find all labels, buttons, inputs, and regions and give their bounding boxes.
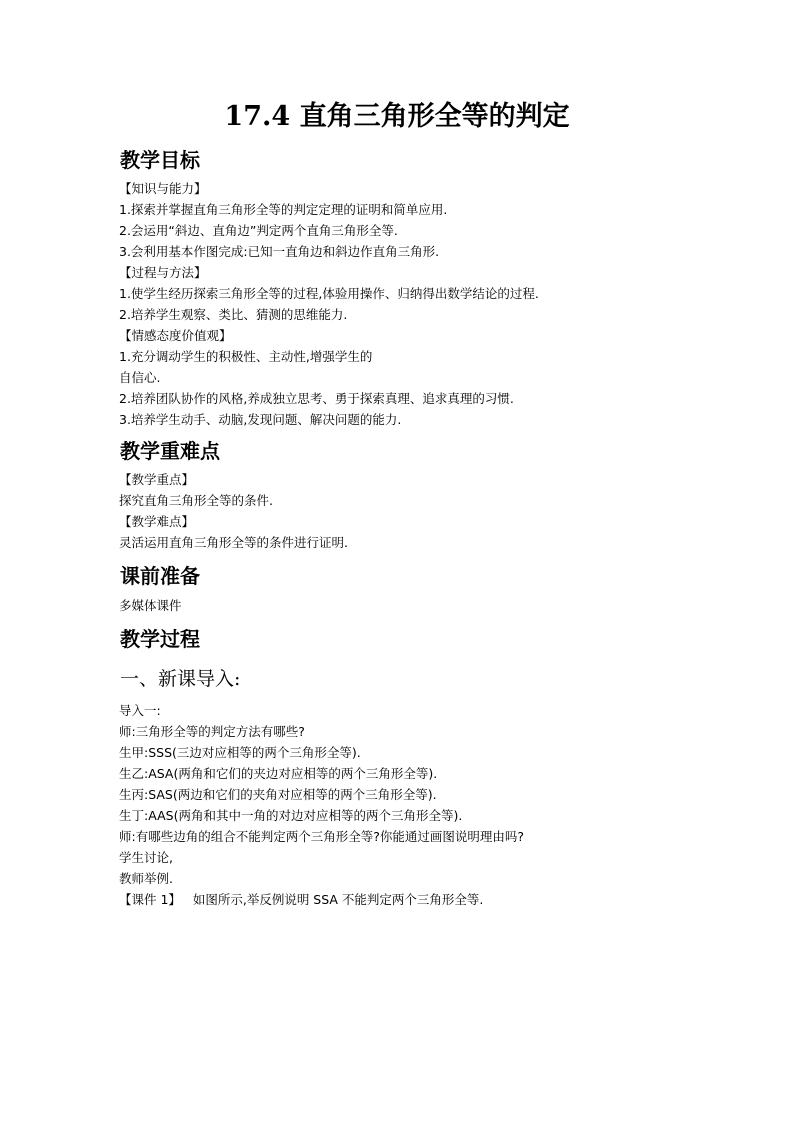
focus-label: 【教学重点】 bbox=[119, 472, 195, 487]
preparation-text: 多媒体课件 bbox=[119, 598, 182, 613]
intro-subheading: 一、新课导入: bbox=[120, 668, 241, 690]
preparation-heading: 课前准备 bbox=[120, 564, 200, 588]
attitude-item-1-cont: 自信心. bbox=[119, 370, 161, 385]
attitude-label: 【情感态度价值观】 bbox=[119, 328, 232, 343]
process-line: 师:三角形全等的判定方法有哪些? bbox=[119, 724, 305, 739]
key-points-heading: 教学重难点 bbox=[120, 439, 220, 463]
process-line: 学生讨论, bbox=[119, 850, 173, 865]
process-line: 生丁:AAS(两角和其中一角的对边对应相等的两个三角形全等). bbox=[119, 808, 463, 823]
courseware-1-line: 【课件 1】 如图所示,举反例说明 SSA 不能判定两个三角形全等. bbox=[119, 892, 484, 907]
knowledge-item-3: 3.会利用基本作图完成:已知一直角边和斜边作直角三角形. bbox=[119, 244, 440, 259]
process-line: 生甲:SSS(三边对应相等的两个三角形全等). bbox=[119, 745, 361, 760]
attitude-item-3: 3.培养学生动手、动脑,发现问题、解决问题的能力. bbox=[119, 412, 402, 427]
attitude-item-1: 1.充分调动学生的积极性、主动性,增强学生的 bbox=[119, 349, 373, 364]
difficulty-label: 【教学难点】 bbox=[119, 514, 195, 529]
process-line: 生乙:ASA(两角和它们的夹边对应相等的两个三角形全等). bbox=[119, 766, 438, 781]
process-line: 教师举例. bbox=[119, 871, 173, 886]
objectives-heading: 教学目标 bbox=[120, 148, 200, 172]
process-method-item-1: 1.使学生经历探索三角形全等的过程,体验用操作、归纳得出数学结论的过程. bbox=[119, 286, 539, 301]
focus-text: 探究直角三角形全等的条件. bbox=[119, 493, 273, 508]
process-method-label: 【过程与方法】 bbox=[119, 265, 207, 280]
difficulty-text: 灵活运用直角三角形全等的条件进行证明. bbox=[119, 535, 348, 550]
knowledge-label: 【知识与能力】 bbox=[119, 181, 207, 196]
attitude-item-2: 2.培养团队协作的风格,养成独立思考、勇于探索真理、追求真理的习惯. bbox=[119, 391, 514, 406]
process-heading: 教学过程 bbox=[120, 627, 200, 651]
process-method-item-2: 2.培养学生观察、类比、猜测的思维能力. bbox=[119, 307, 348, 322]
knowledge-item-1: 1.探索并掌握直角三角形全等的判定定理的证明和简单应用. bbox=[119, 202, 448, 217]
process-line: 生丙:SAS(两边和它们的夹角对应相等的两个三角形全等). bbox=[119, 787, 437, 802]
process-line: 师:有哪些边角的组合不能判定两个三角形全等?你能通过画图说明理由吗? bbox=[119, 829, 524, 844]
page-title: 17.4 直角三角形全等的判定 bbox=[224, 101, 570, 132]
process-line: 导入一: bbox=[119, 703, 161, 718]
knowledge-item-2: 2.会运用“斜边、直角边”判定两个直角三角形全等. bbox=[119, 223, 398, 238]
